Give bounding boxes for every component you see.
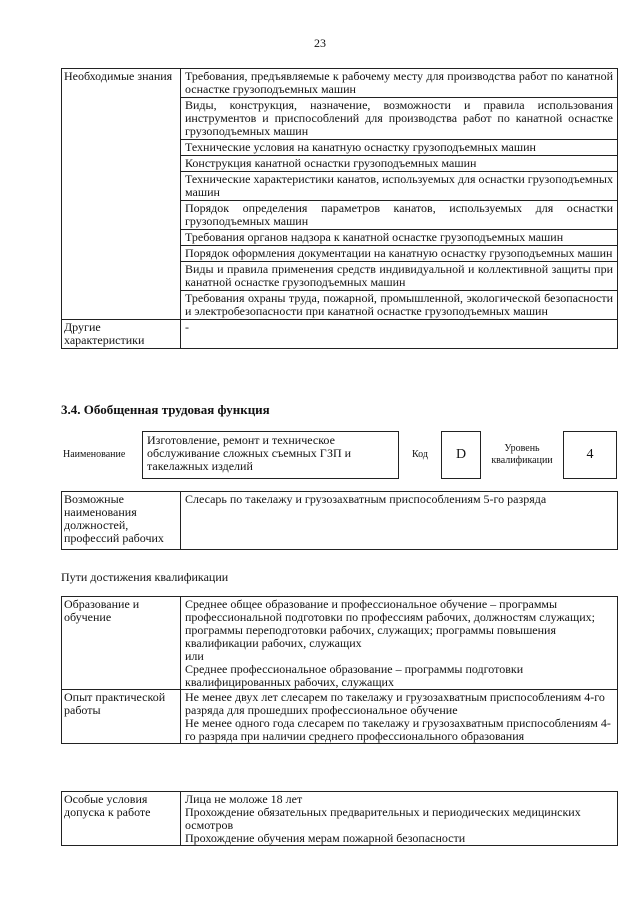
name-label: Наименование	[63, 449, 126, 460]
education-value	[181, 597, 618, 690]
knowledge-item: Конструкция канатной оснастки грузоподъемных машин	[181, 156, 618, 172]
table-row	[62, 492, 618, 550]
knowledge-item: Порядок определения параметров канатов, используемых для оснастки грузоподъемных машин	[181, 201, 618, 230]
positions-label: Возможные наименования должностей, профессий рабочих	[62, 492, 181, 550]
conditions-label: Особые условия допуска к работе	[62, 792, 181, 846]
page-number: 23	[314, 36, 326, 50]
education-line: или	[185, 649, 204, 663]
knowledge-table	[61, 68, 618, 349]
positions-value: Слесарь по такелажу и грузозахватным приспособлениям 5-го разряда	[181, 492, 618, 550]
conditions-value	[181, 792, 618, 846]
level-label: Уровень квалификации	[491, 443, 553, 466]
level-value: 4	[563, 431, 617, 479]
table-row	[62, 597, 618, 690]
function-header	[61, 431, 621, 481]
knowledge-item: Виды, конструкция, назначение, возможности и правила использования инструментов и приспособлений для производства работ по канатной оснастке грузоподъемных машин	[181, 98, 618, 140]
conditions-line: Прохождение обучения мерам пожарной безопасности	[185, 831, 466, 845]
conditions-line: Лица не моложе 18 лет	[185, 792, 303, 806]
experience-line: Не менее одного года слесарем по такелажу и грузозахватным приспособлениям 4-го разряда при наличии среднего профессионального образования	[185, 716, 611, 743]
table-row	[62, 320, 618, 349]
experience-label: Опыт практической работы	[62, 690, 181, 744]
other-characteristics-label: Другие характеристики	[62, 320, 181, 349]
positions-table	[61, 491, 618, 550]
table-row	[62, 792, 618, 846]
education-line: Среднее профессиональное образование – программы подготовки квалифицированных рабочих, служащих	[185, 662, 524, 689]
knowledge-item: Виды и правила применения средств индивидуальной и коллективной защиты при канатной оснастке грузоподъемных машин	[181, 262, 618, 291]
experience-value	[181, 690, 618, 744]
education-line: Среднее общее образование и профессиональное обучение – программы профессиональной подготовки по профессиям рабочих, должностям служащих; программы переподготовки рабочих, служащих; программы повышения квалификации рабочих, служащих	[185, 597, 595, 650]
knowledge-item: Технические характеристики канатов, используемых для оснастки грузоподъемных машин	[181, 172, 618, 201]
name-value: Изготовление, ремонт и техническое обслуживание сложных съемных ГЗП и такелажных изделий	[142, 431, 399, 479]
education-table	[61, 596, 618, 744]
knowledge-item: Требования, предъявляемые к рабочему месту для производства работ по канатной оснастке грузоподъемных машин	[181, 69, 618, 98]
knowledge-item: Порядок оформления документации на канатную оснастку грузоподъемных машин	[181, 246, 618, 262]
code-label: Код	[412, 449, 428, 460]
knowledge-item: Технические условия на канатную оснастку грузоподъемных машин	[181, 140, 618, 156]
table-row	[62, 690, 618, 744]
conditions-table	[61, 791, 618, 846]
knowledge-item: Требования органов надзора к канатной оснастке грузоподъемных машин	[181, 230, 618, 246]
experience-line: Не менее двух лет слесарем по такелажу и грузозахватным приспособлениям 4-го разряда для прошедших профессиональное обучение	[185, 690, 605, 717]
section-title: 3.4. Обобщенная трудовая функция	[61, 402, 270, 417]
knowledge-item: Требования охраны труда, пожарной, промышленной, экологической безопасности и электробезопасности при канатной оснастке грузоподъемных машин	[181, 291, 618, 320]
table-row	[62, 69, 618, 98]
education-label: Образование и обучение	[62, 597, 181, 690]
other-characteristics-value: -	[181, 320, 618, 349]
knowledge-label: Необходимые знания	[62, 69, 181, 320]
conditions-line: Прохождение обязательных предварительных и периодических медицинских осмотров	[185, 805, 581, 832]
paths-title: Пути достижения квалификации	[61, 570, 229, 584]
code-value: D	[441, 431, 481, 479]
